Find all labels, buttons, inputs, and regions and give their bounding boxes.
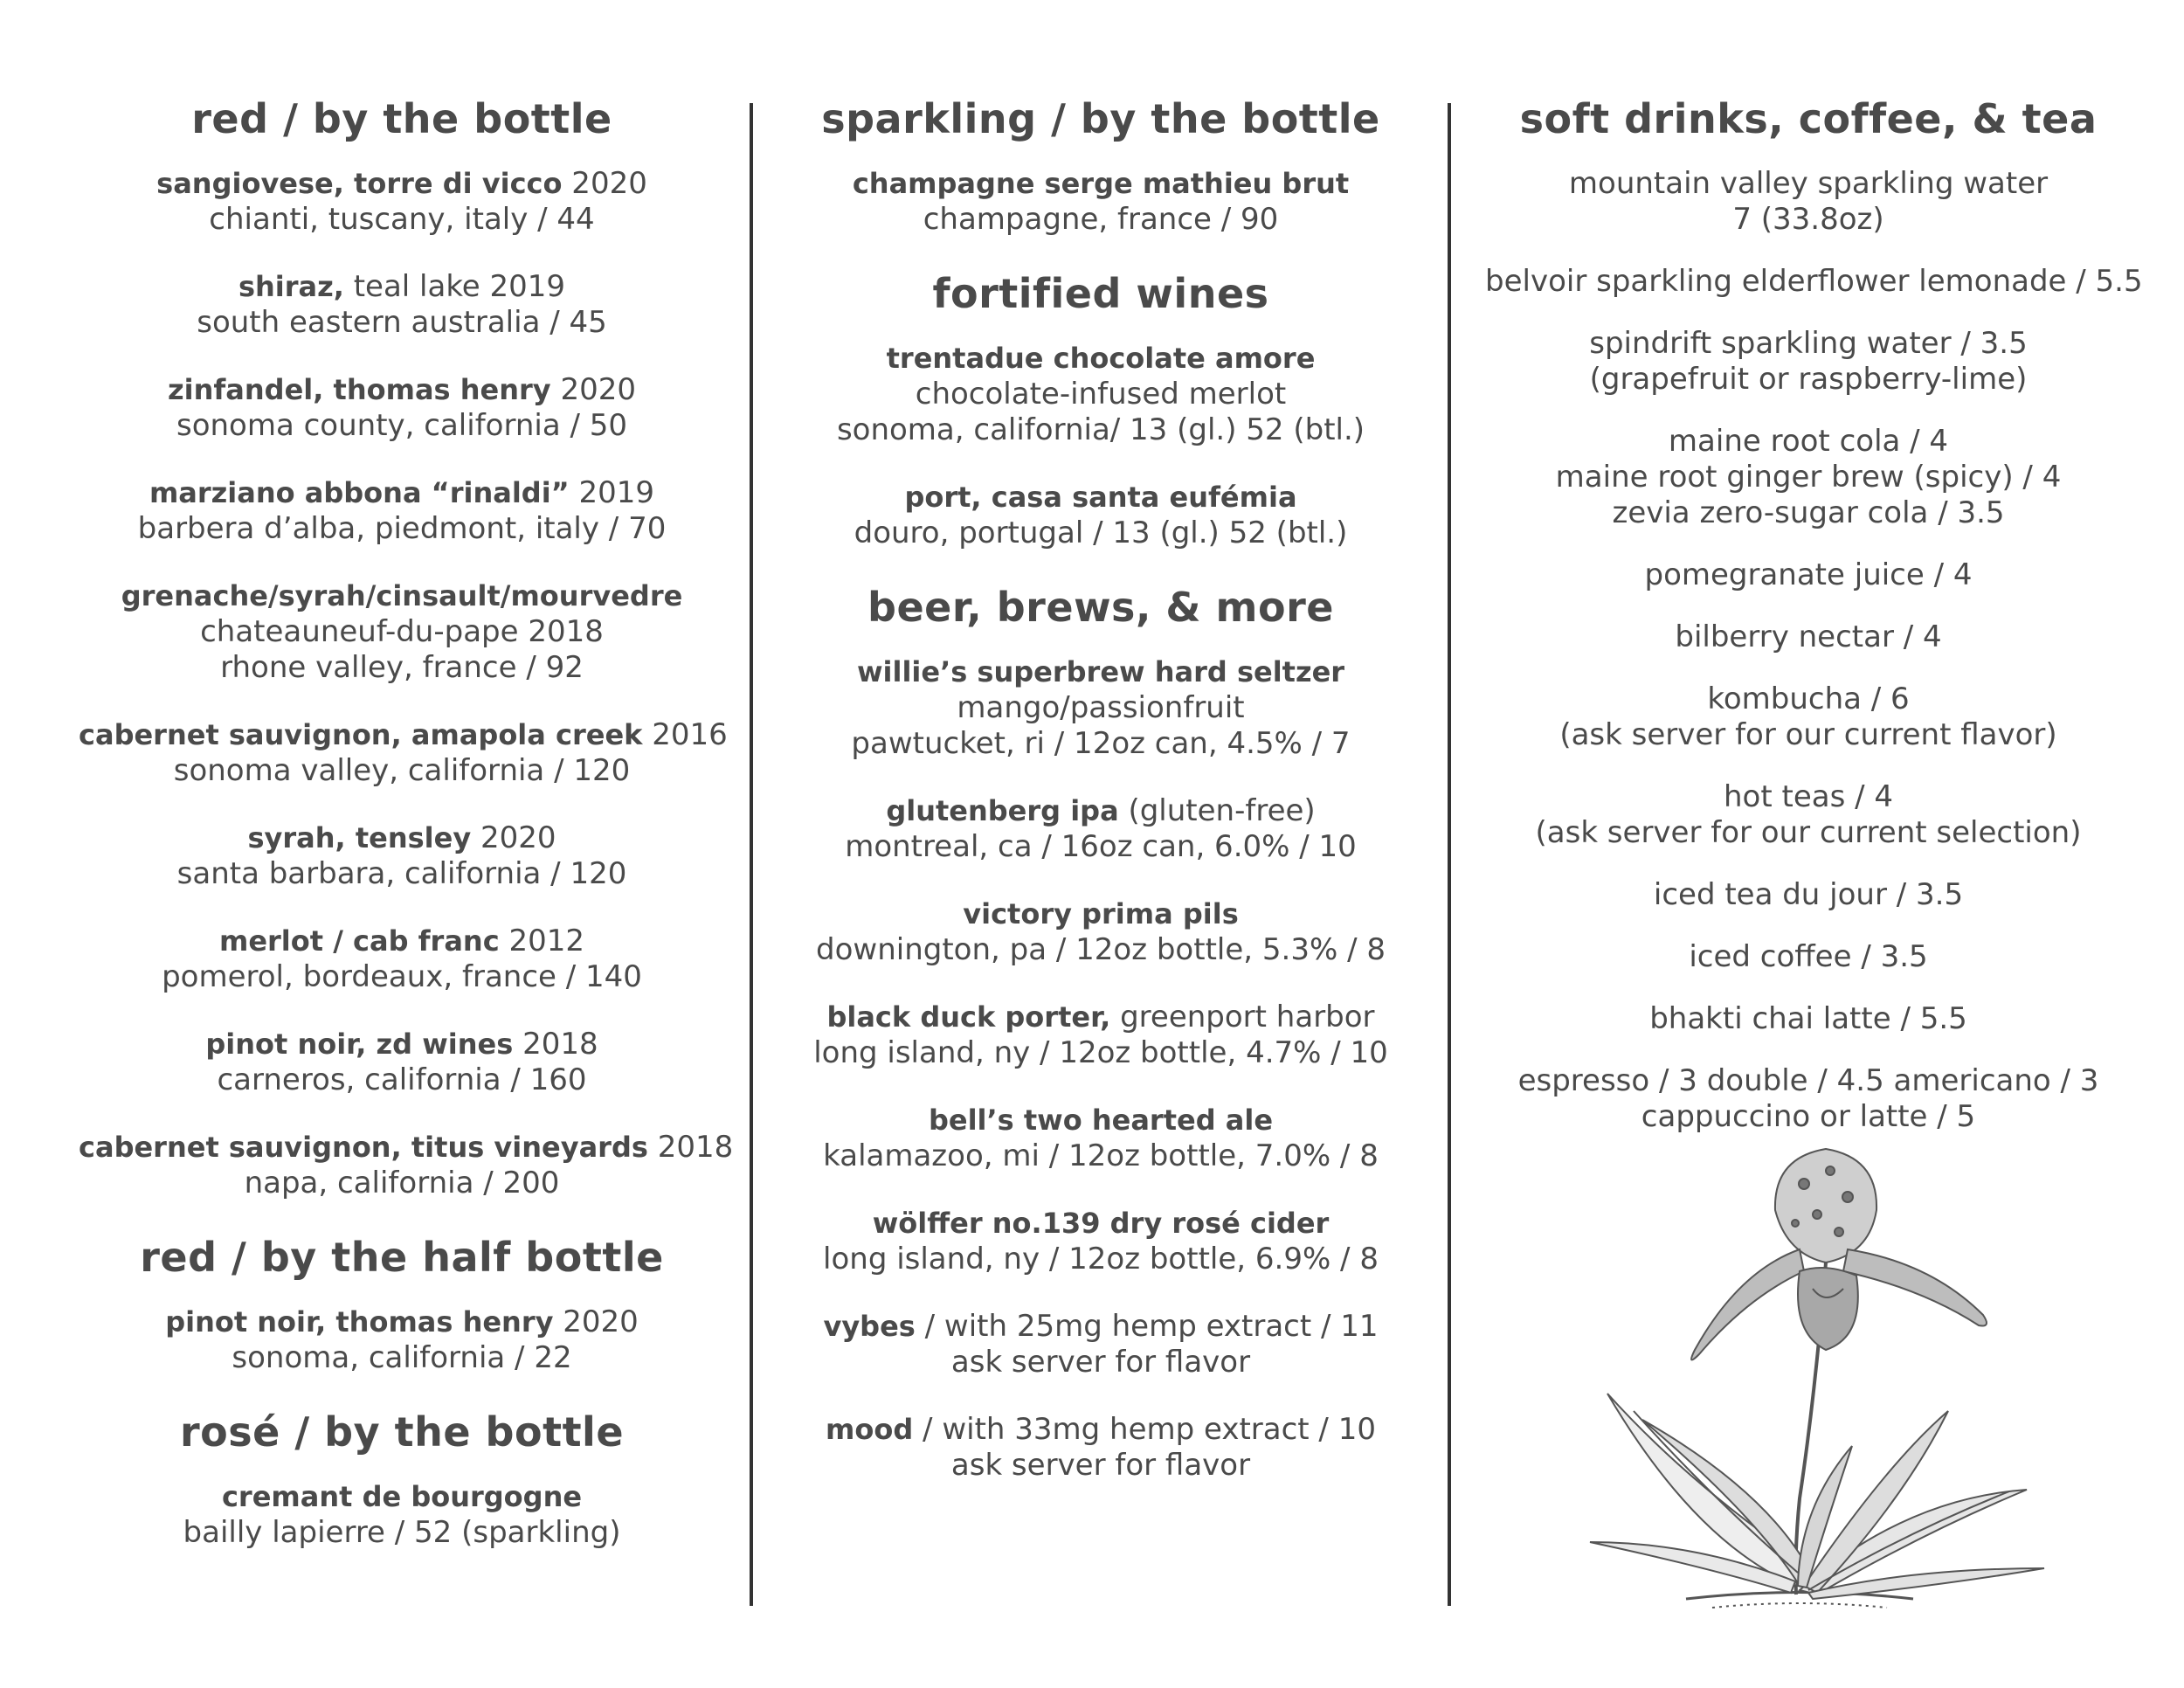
- item-description: chocolate-infused merlot: [915, 377, 1287, 412]
- menu-item: [1485, 877, 2132, 913]
- item-detail: 2019: [569, 475, 655, 510]
- menu-item: [778, 1103, 1424, 1174]
- item-line: belvoir sparkling elderflower lemonade / 5.5: [1485, 264, 2143, 299]
- item-name-line: [778, 1000, 1424, 1035]
- item-name: cabernet sauvignon, amapola creek: [79, 718, 643, 751]
- menu-item: [778, 1309, 1424, 1380]
- menu-item: [79, 924, 725, 995]
- menu-item: [79, 166, 725, 238]
- column-sparkling-fortified-beer: [778, 94, 1424, 1515]
- item-description: pawtucket, ri / 12oz can, 4.5% / 7: [851, 726, 1351, 761]
- item-line: espresso / 3 double / 4.5 americano / 3: [1517, 1063, 2099, 1098]
- item-description: south eastern australia / 45: [197, 305, 607, 340]
- item-line: (ask server for our current flavor): [1559, 717, 2057, 752]
- item-description: long island, ny / 12oz bottle, 6.9% / 8: [823, 1242, 1379, 1276]
- item-name: merlot / cab franc: [218, 924, 500, 958]
- item-description: sonoma, california / 22: [232, 1340, 572, 1375]
- section-title: red / by the half bottle: [140, 1234, 664, 1281]
- menu-item: [1485, 939, 2132, 975]
- item-name-line: [79, 166, 725, 202]
- item-line: (ask server for our current selection): [1535, 815, 2082, 850]
- item-detail: 2020: [562, 166, 647, 201]
- menu-item: [778, 1206, 1424, 1277]
- item-name-line: [778, 341, 1424, 377]
- menu-item: [79, 475, 725, 547]
- item-name-line: [778, 793, 1424, 829]
- item-description: sonoma, california/ 13 (gl.) 52 (btl.): [836, 412, 1365, 447]
- item-description: douro, portugal / 13 (gl.) 52 (btl.): [854, 515, 1348, 550]
- item-description: ask server for flavor: [950, 1448, 1251, 1483]
- item-name: mood: [826, 1413, 914, 1446]
- menu-item: [79, 1130, 734, 1201]
- item-name: trentadue chocolate amore: [886, 342, 1316, 375]
- item-line: cappuccino or latte / 5: [1641, 1099, 1976, 1134]
- section-title: fortified wines: [932, 270, 1269, 317]
- item-description: mango/passionfruit: [957, 690, 1245, 725]
- item-line: maine root cola / 4: [1668, 424, 1949, 459]
- item-detail: 2020: [553, 1304, 639, 1339]
- column-divider-left: [750, 103, 753, 1606]
- item-description: santa barbara, california / 120: [176, 856, 627, 891]
- item-description: napa, california / 200: [244, 1166, 560, 1200]
- item-name-line: [79, 475, 725, 511]
- item-name: pinot noir, thomas henry: [165, 1305, 554, 1339]
- item-description: bailly lapierre / 52 (sparkling): [183, 1515, 621, 1550]
- item-name-line: [79, 578, 725, 614]
- menu-item: [1485, 681, 2132, 753]
- item-line: mountain valley sparkling water: [1568, 166, 2049, 201]
- item-name-line: [778, 896, 1424, 932]
- item-name-line: [778, 654, 1424, 690]
- menu-item: [1485, 264, 2143, 300]
- menu-item: [1485, 557, 2132, 593]
- item-detail: / with 25mg hemp extract / 11: [915, 1309, 1379, 1344]
- menu-item: [79, 1304, 725, 1376]
- item-name: pinot noir, zd wines: [205, 1027, 514, 1061]
- menu-item: [778, 793, 1424, 865]
- item-name: zinfandel, thomas henry: [168, 373, 551, 406]
- item-detail: 2012: [499, 924, 585, 958]
- menu-item: [778, 1000, 1424, 1071]
- menu-item: [79, 820, 725, 892]
- item-name: sangiovese, torre di vicco: [156, 167, 563, 200]
- item-name: shiraz,: [238, 270, 344, 303]
- item-detail: greenport harbor: [1110, 1000, 1375, 1034]
- item-name: bell’s two hearted ale: [928, 1103, 1274, 1137]
- item-detail: 2020: [471, 820, 556, 855]
- item-line: iced coffee / 3.5: [1689, 939, 1928, 974]
- item-name: cabernet sauvignon, titus vineyards: [79, 1131, 648, 1164]
- item-name: vybes: [823, 1310, 916, 1343]
- column-soft-drinks: [1485, 94, 2143, 1161]
- item-name: victory prima pils: [963, 897, 1239, 930]
- menu-item: [79, 578, 725, 686]
- item-name-line: [778, 1412, 1424, 1448]
- item-line: bhakti chai latte / 5.5: [1649, 1001, 1967, 1036]
- orchid-illustration-icon: [1538, 1131, 2062, 1621]
- item-name-line: [778, 1309, 1424, 1345]
- item-name: port, casa santa eufémia: [904, 481, 1297, 514]
- item-line: iced tea du jour / 3.5: [1653, 877, 1964, 912]
- item-line: pomegranate juice / 4: [1644, 557, 1973, 592]
- item-name-line: [79, 717, 728, 753]
- item-name: syrah, tensley: [247, 821, 472, 854]
- menu-item: [1485, 1001, 2132, 1037]
- menu-item: [79, 269, 725, 341]
- item-description: champagne, france / 90: [923, 202, 1279, 237]
- menu-item: [778, 341, 1424, 448]
- item-description: sonoma county, california / 50: [176, 408, 628, 443]
- item-description: rhone valley, france / 92: [220, 650, 584, 685]
- item-name: grenache/syrah/cinsault/mourvedre: [121, 579, 683, 612]
- item-name-line: [79, 924, 725, 959]
- item-description: ask server for flavor: [950, 1345, 1251, 1380]
- menu-item: [79, 1027, 725, 1098]
- menu-item: [1485, 424, 2132, 531]
- menu-item: [778, 654, 1424, 762]
- menu-item: [1485, 166, 2132, 238]
- item-line: spindrift sparkling water / 3.5: [1589, 326, 2028, 361]
- item-description: chianti, tuscany, italy / 44: [209, 202, 595, 237]
- item-name: wölffer no.139 dry rosé cider: [872, 1207, 1330, 1240]
- item-line: maine root ginger brew (spicy) / 4: [1555, 460, 2062, 495]
- item-description: downington, pa / 12oz bottle, 5.3% / 8: [816, 932, 1386, 967]
- item-detail: 2018: [513, 1027, 598, 1062]
- item-name-line: [79, 1304, 725, 1340]
- section-title: sparkling / by the bottle: [821, 95, 1380, 142]
- item-description: long island, ny / 12oz bottle, 4.7% / 10: [813, 1035, 1388, 1070]
- item-description: barbera d’alba, piedmont, italy / 70: [137, 511, 667, 546]
- item-description: pomerol, bordeaux, france / 140: [162, 959, 642, 994]
- menu-item: [79, 717, 728, 789]
- item-detail: 2018: [647, 1130, 734, 1165]
- item-description: kalamazoo, mi / 12oz bottle, 7.0% / 8: [823, 1138, 1379, 1173]
- item-description: chateauneuf-du-pape 2018: [200, 614, 604, 649]
- menu-item: [1485, 1063, 2132, 1135]
- item-line: bilberry nectar / 4: [1675, 619, 1942, 654]
- item-name-line: [778, 480, 1424, 515]
- item-name: willie’s superbrew hard seltzer: [856, 655, 1345, 688]
- item-name-line: [79, 269, 725, 305]
- menu-item: [1485, 326, 2132, 398]
- item-description: montreal, ca / 16oz can, 6.0% / 10: [845, 829, 1357, 864]
- item-name-line: [778, 166, 1424, 202]
- menu-item: [79, 1479, 725, 1551]
- item-detail: 2016: [642, 717, 728, 752]
- menu-item: [1485, 779, 2132, 851]
- item-name-line: [79, 1027, 725, 1062]
- item-detail: / with 33mg hemp extract / 10: [913, 1412, 1376, 1447]
- menu-item: [778, 896, 1424, 968]
- item-name: cremant de bourgogne: [221, 1480, 583, 1513]
- item-line: 7 (33.8oz): [1732, 202, 1884, 237]
- item-line: hot teas / 4: [1724, 779, 1893, 814]
- column-red-rose: [79, 94, 734, 1582]
- item-line: (grapefruit or raspberry-lime): [1589, 362, 2028, 397]
- item-description: sonoma valley, california / 120: [173, 753, 631, 788]
- item-detail: teal lake 2019: [343, 269, 566, 304]
- item-name: marziano abbona “rinaldi”: [149, 476, 570, 509]
- item-line: kombucha / 6: [1707, 681, 1910, 716]
- section-title: beer, brews, & more: [867, 584, 1334, 631]
- item-name-line: [79, 372, 725, 408]
- menu-item: [778, 166, 1424, 238]
- column-divider-right: [1448, 103, 1451, 1606]
- menu-item: [79, 372, 725, 444]
- item-detail: 2020: [550, 372, 636, 407]
- item-name: champagne serge mathieu brut: [852, 167, 1350, 200]
- item-name: glutenberg ipa: [886, 794, 1119, 827]
- item-name-line: [79, 1479, 725, 1515]
- section-title: rosé / by the bottle: [179, 1408, 625, 1456]
- item-name-line: [778, 1206, 1424, 1242]
- item-detail: (gluten-free): [1118, 793, 1316, 828]
- item-name: black duck porter,: [826, 1000, 1111, 1034]
- menu-item: [778, 480, 1424, 551]
- item-name-line: [79, 820, 725, 856]
- section-title: red / by the bottle: [191, 95, 612, 142]
- menu-item: [778, 1412, 1424, 1484]
- item-line: zevia zero-sugar cola / 3.5: [1612, 495, 2005, 530]
- item-name-line: [79, 1130, 734, 1166]
- item-name-line: [778, 1103, 1424, 1138]
- section-title: soft drinks, coffee, & tea: [1519, 95, 2098, 142]
- item-description: carneros, california / 160: [217, 1062, 587, 1097]
- menu-item: [1485, 619, 2132, 655]
